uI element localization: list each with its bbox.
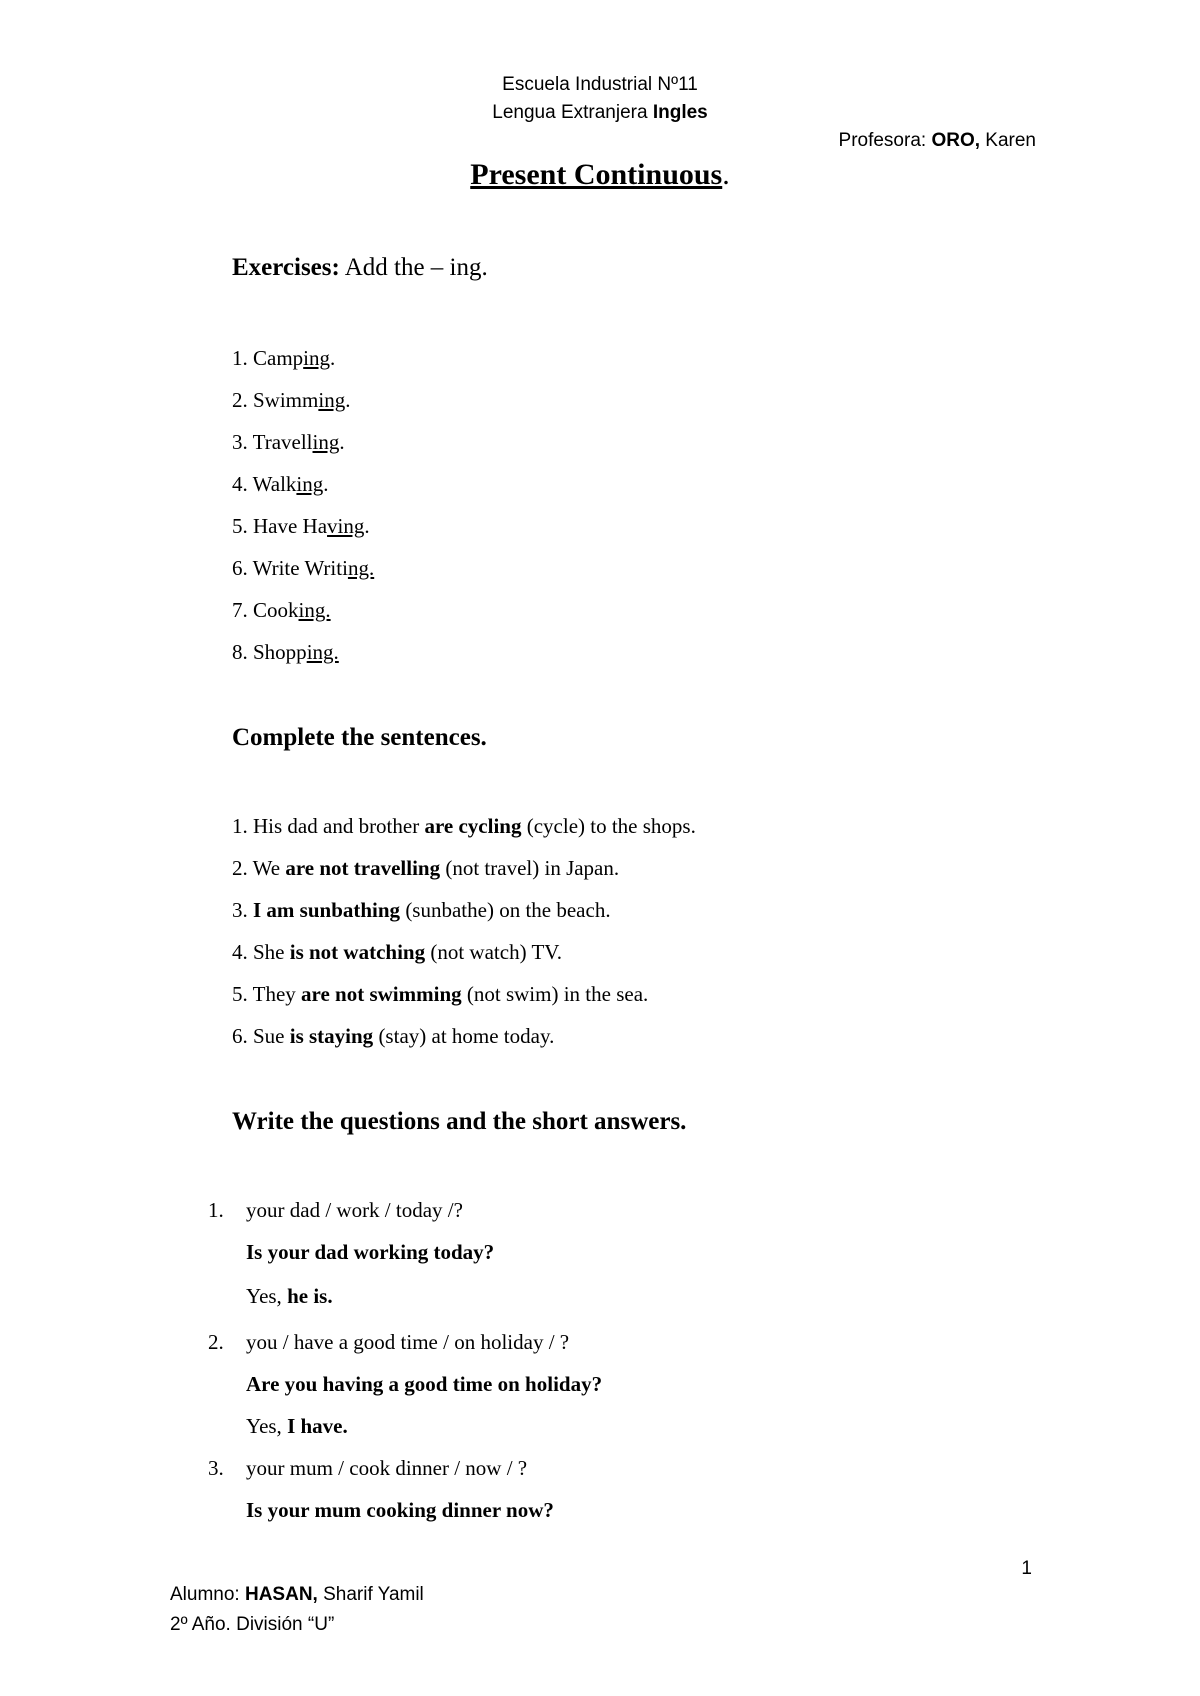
- ing-item-base: 4. Walk: [232, 472, 297, 496]
- ing-item-suffix: ing.: [306, 640, 339, 664]
- teacher-line: [839, 130, 1036, 152]
- question-number: 3.: [208, 1456, 224, 1480]
- exercise3-heading-text: Write the questions and the short answers.: [232, 1108, 687, 1135]
- exercise1-heading: [232, 254, 488, 282]
- sentence-item: [232, 898, 611, 923]
- ing-item: [232, 346, 335, 371]
- sentence-item: [232, 814, 696, 839]
- page-title-dot: .: [722, 158, 730, 191]
- page-number: 1: [1021, 1558, 1032, 1579]
- ing-item-base: 8. Shopp: [232, 640, 307, 664]
- ing-item: [232, 430, 345, 455]
- sentence-pre: 5. They: [232, 982, 302, 1006]
- sentence-answer: is not watching: [289, 940, 426, 964]
- student-name: [170, 1584, 424, 1606]
- page-title: [0, 158, 1200, 192]
- sentence-answer: are not swimming: [301, 982, 462, 1006]
- exercise3-heading: [232, 1108, 686, 1136]
- ing-item-tail: .: [330, 346, 336, 370]
- school-name: Escuela Industrial Nº11: [502, 74, 698, 95]
- subject-line: [0, 102, 1200, 124]
- short-answer: [246, 1284, 333, 1309]
- sentence-pre: 1. His dad and brother: [232, 814, 425, 838]
- teacher-prefix: Profesora:: [838, 130, 932, 151]
- sentence-pre: 2. We: [232, 856, 286, 880]
- exercise2-heading: [232, 724, 487, 752]
- ing-item-suffix: ing.: [298, 598, 331, 622]
- page-title-text: Present Continuous: [470, 158, 723, 191]
- sentence-answer: are not travelling: [285, 856, 441, 880]
- exercise1-heading-label: Exercises:: [232, 254, 340, 281]
- sentence-answer: are cycling: [424, 814, 522, 838]
- teacher-firstname: Karen: [980, 130, 1036, 151]
- ing-item-base: 5. Have Ha: [232, 514, 328, 538]
- subject-prefix: Lengua Extranjera: [492, 102, 653, 123]
- ing-item-base: 2. Swimm: [232, 388, 319, 412]
- sentence-pre: 3.: [232, 898, 253, 922]
- sentence-answer: is staying: [289, 1024, 374, 1048]
- question-prompt: your mum / cook dinner / now / ?: [246, 1456, 528, 1480]
- sentence-post: (cycle) to the shops.: [521, 814, 696, 838]
- ing-item: [232, 598, 331, 623]
- ing-item-suffix: ing: [318, 388, 346, 412]
- sentence-post: (not travel) in Japan.: [440, 856, 620, 880]
- subject-name: Ingles: [652, 102, 708, 123]
- short-answer: [246, 1414, 348, 1439]
- student-division: 2º Año. División “U”: [170, 1614, 335, 1635]
- short-answer-pre: Yes,: [246, 1414, 288, 1438]
- ing-item-tail: .: [339, 430, 345, 454]
- sentence-item: [232, 1024, 554, 1049]
- sentence-pre: 6. Sue: [232, 1024, 290, 1048]
- ing-item-tail: .: [323, 472, 329, 496]
- ing-item-suffix: ing: [303, 346, 331, 370]
- student-prefix: Alumno:: [170, 1584, 245, 1605]
- ing-item-base: 1. Camp: [232, 346, 304, 370]
- question-answer: Are you having a good time on holiday?: [246, 1372, 603, 1396]
- short-answer-pre: Yes,: [246, 1284, 288, 1308]
- sentence-post: (stay) at home today.: [373, 1024, 555, 1048]
- question-number: 2.: [208, 1330, 224, 1354]
- ing-item: [232, 556, 374, 581]
- ing-item-base: 7. Cook: [232, 598, 299, 622]
- ing-item-suffix: ving: [327, 514, 365, 538]
- sentence-answer: I am sunbathing: [253, 898, 401, 922]
- question-prompt: your dad / work / today /?: [246, 1198, 463, 1222]
- student-surname: HASAN,: [244, 1584, 318, 1605]
- short-answer-bold: he is.: [287, 1284, 333, 1308]
- ing-item-suffix: ng.: [347, 556, 375, 580]
- sentence-item: [232, 856, 619, 881]
- ing-item-suffix: ing: [312, 430, 340, 454]
- exercise1-heading-instruction: Add the – ing.: [339, 254, 488, 281]
- sentence-post: (sunbathe) on the beach.: [400, 898, 611, 922]
- ing-item-tail: .: [345, 388, 351, 412]
- short-answer-bold: I have.: [287, 1414, 348, 1438]
- teacher-surname: ORO,: [931, 130, 981, 151]
- question-number: 1.: [208, 1198, 224, 1222]
- student-firstname: Sharif Yamil: [317, 1584, 424, 1605]
- ing-item: [232, 388, 350, 413]
- sentence-pre: 4. She: [232, 940, 290, 964]
- sentence-post: (not swim) in the sea.: [461, 982, 649, 1006]
- ing-item: [232, 472, 329, 497]
- ing-item: [232, 640, 339, 665]
- question-prompt: you / have a good time / on holiday / ?: [246, 1330, 570, 1354]
- ing-item-base: 6. Write Writi: [232, 556, 348, 580]
- exercise2-heading-text: Complete the sentences.: [232, 724, 487, 751]
- sentence-item: [232, 940, 562, 965]
- ing-item-tail: .: [364, 514, 370, 538]
- ing-item-suffix: ing: [296, 472, 324, 496]
- question-answer: Is your dad working today?: [246, 1240, 495, 1264]
- sentence-post: (not watch) TV.: [425, 940, 562, 964]
- ing-item: [232, 514, 370, 539]
- ing-item-base: 3. Travell: [232, 430, 313, 454]
- sentence-item: [232, 982, 648, 1007]
- question-answer: Is your mum cooking dinner now?: [246, 1498, 554, 1522]
